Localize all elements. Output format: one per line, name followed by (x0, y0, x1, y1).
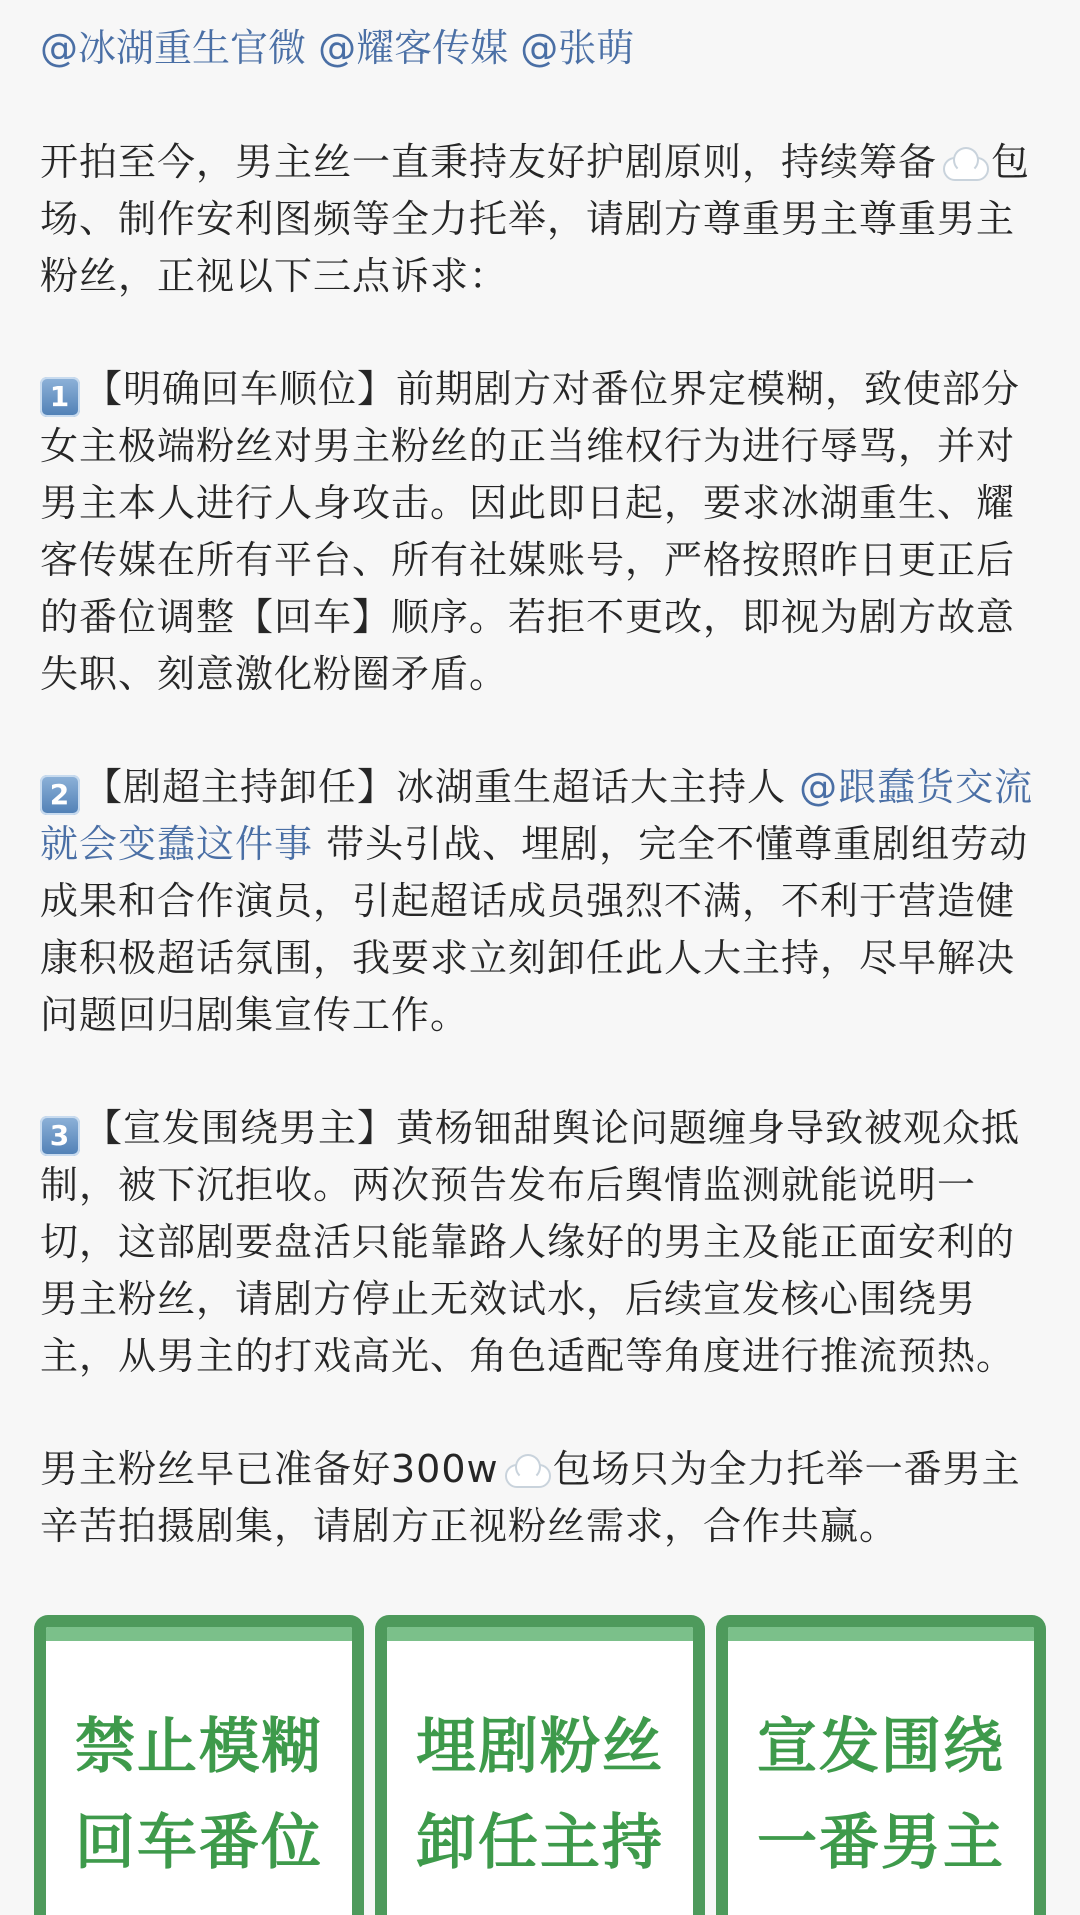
keycap-one-icon: 1 (40, 377, 80, 417)
card-3-line-1: 宣发围绕 (757, 1712, 1005, 1782)
intro-text-b: 包场、制作安利图频等全力托举，请剧方尊重男主尊重男主粉丝，正视以下三点诉求： (40, 140, 1031, 298)
card-2-line-2: 卸任主持 (416, 1808, 664, 1878)
cloud-icon (939, 145, 989, 179)
mention-line (40, 20, 1040, 76)
image-card-3[interactable] (716, 1615, 1046, 1915)
card-1-line-1: 禁止模糊 (75, 1712, 323, 1782)
intro-paragraph (40, 134, 1040, 305)
card-1-line-2: 回车番位 (75, 1808, 323, 1878)
mention-zhangmeng[interactable]: @张萌 (520, 26, 635, 70)
closing-text-a: 男主粉丝早已准备好300w (40, 1447, 499, 1491)
demand-2-text-a: 【剧超主持卸任】冰湖重生超话大主持人 (84, 765, 787, 809)
demand-2-text-b: 带头引战、埋剧，完全不懂尊重剧组劳动成果和合作演员，引起超话成员强烈不满，不利于营造健康积极超话氛围，我要求立刻卸任此人大主持，尽早解决问题回归剧集宣传工作。 (40, 822, 1029, 1037)
closing-text-b: 包场只为全力托举一番男主辛苦拍摄剧集，请剧方正视粉丝需求，合作共赢。 (40, 1447, 1021, 1548)
demand-3-paragraph (40, 1100, 1040, 1385)
intro-text-a: 开拍至今，男主丝一直秉持友好护剧原则，持续筹备 (40, 140, 938, 184)
image-card-2[interactable] (375, 1615, 705, 1915)
mention-binghu-official[interactable]: @冰湖重生官微 (40, 26, 307, 70)
keycap-two-icon: 2 (40, 775, 80, 815)
mention-yaoke-media[interactable]: @耀客传媒 (318, 26, 509, 70)
card-2-line-1: 埋剧粉丝 (416, 1712, 664, 1782)
image-card-1[interactable] (34, 1615, 364, 1915)
demand-1-text: 【明确回车顺位】前期剧方对番位界定模糊，致使部分女主极端粉丝对男主粉丝的正当维权行为进行辱骂，并对男主本人进行人身攻击。因此即日起，要求冰湖重生、耀客传媒在所有平台、所有社媒账号，严格按照昨日更正后的番位调整【回车】顺序。若拒不更改，即视为剧方故意失职、刻意激化粉圈矛盾。 (40, 367, 1021, 696)
mention-supertopic-host-link[interactable]: @跟蠢货交流就会变蠢这件事 (40, 765, 1034, 866)
demand-3-text: 【宣发围绕男主】黄杨钿甜舆论问题缠身导致被观众抵制，被下沉拒收。两次预告发布后舆情监测就能说明一切，这部剧要盘活只能靠路人缘好的男主及能正面安利的男主粉丝，请剧方停止无效试水，后续宣发核心围绕男主，从男主的打戏高光、角色适配等角度进行推流预热。 (40, 1106, 1021, 1378)
card-3-line-2: 一番男主 (757, 1808, 1005, 1878)
image-grid (34, 1615, 1046, 1899)
demand-1-paragraph (40, 361, 1040, 703)
closing-paragraph (40, 1441, 1040, 1555)
cloud-icon (501, 1452, 551, 1486)
demand-2-paragraph (40, 759, 1040, 1044)
keycap-three-icon: 3 (40, 1116, 80, 1156)
